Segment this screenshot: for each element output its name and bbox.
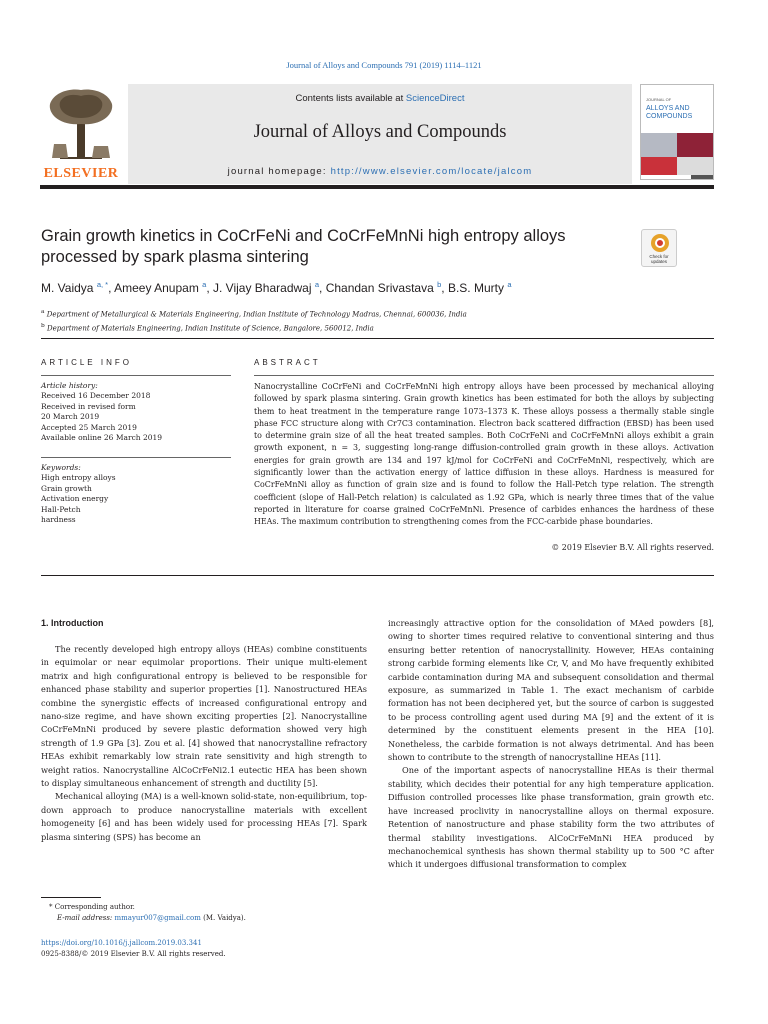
article-title: Grain growth kinetics in CoCrFeNi and CoCrFeMnNi high entropy alloys processed by spark plasma sintering [41, 227, 566, 266]
history-item: Accepted 25 March 2019 [41, 422, 137, 432]
cover-title: ALLOYS AND COMPOUNDS [646, 105, 693, 120]
cover-small-text: JOURNAL OF [646, 97, 672, 102]
keywords-list [41, 463, 231, 525]
footnote-rule [41, 897, 101, 898]
email-line [41, 913, 367, 924]
history-item: Received 16 December 2018 [41, 391, 151, 401]
contents-prefix: Contents lists available at [295, 93, 406, 104]
check-for-updates-button[interactable] [641, 229, 677, 267]
abstract-rule [254, 375, 714, 376]
author-name[interactable]: M. Vaidya [41, 281, 94, 295]
doi-link[interactable]: https://doi.org/10.1016/j.jallcom.2019.03.341 [41, 939, 202, 947]
keywords-rule [41, 457, 231, 458]
email-suffix: (M. Vaidya). [200, 914, 246, 922]
corresponding-author-note: * Corresponding author. [49, 903, 135, 911]
journal-masthead [40, 84, 714, 188]
keyword-item: Grain growth [41, 483, 92, 493]
footnote [41, 902, 367, 924]
keyword-item: hardness [41, 515, 76, 525]
history-item: Available online 26 March 2019 [41, 433, 163, 443]
author-affil-sup[interactable]: a [314, 280, 320, 289]
body-column-left [41, 643, 367, 844]
affiliation-item: $^a$ Department of Metallurgical & Materials Engineering, Indian Institute of Technology Madras, Chennai, 600036, India [41, 309, 467, 319]
history-label: Article history: [41, 381, 98, 390]
journal-homepage-link[interactable]: http://www.elsevier.com/locate/jalcom [330, 166, 533, 177]
journal-cover-thumbnail[interactable] [640, 84, 714, 180]
body-paragraph: One of the important aspects of nanocrystalline HEAs is their thermal stability, which decides their potential for any high temperature application. Diffusion controlled processes like phase transformation, grain growth etc. have increased proclivity in nanocrystalline alloys on thermal exposure. Retention of nanostructure and phase stability form the two attributes of thermal stability investigations. AlCoCrFeMnNi HEA produced by mechanochemical synthesis has shown thermal stability up to 500 °C after which it undergoes diffusional transformation to complex [388, 765, 714, 870]
history-item: Received in revised form [41, 401, 136, 411]
doi-block [41, 938, 226, 960]
journal-homepage [128, 166, 632, 177]
article-info-heading: ARTICLE INFO [41, 358, 132, 367]
author-affil-sup[interactable]: a [202, 280, 207, 289]
masthead-center-panel [128, 84, 632, 184]
email-label: E-mail address: [57, 914, 115, 922]
keywords-label: Keywords: [41, 463, 81, 472]
homepage-prefix: journal homepage: [227, 166, 331, 177]
body-column-right [388, 617, 714, 872]
keyword-item: High entropy alloys [41, 473, 116, 483]
author-name[interactable]: Ameey Anupam [114, 281, 199, 295]
abstract-copyright: © 2019 Elsevier B.V. All rights reserved. [551, 543, 714, 552]
section-heading-introduction: 1. Introduction [41, 618, 104, 628]
article-info-rule [41, 375, 231, 376]
body-paragraph: The recently developed high entropy alloys (HEAs) combine constituents in equimolar or near equimolar proportions. Their unique multi-element matrix and high configurational entropy is believed to be responsible for enhanced phase stability and superior properties [1]. Nanostructured HEAs combine the synergistic effects of increased configurational entropy and nano-size regime, and have shown exciting properties [2]. Nanocrystalline CoCrFeMnNi produced by severe plastic deformation showed very high strength of 1.9 GPa [3]. Zou et al. [4] showed that nanocrystalline refractory HEAs exhibit remarkably low strain rate sensitivity and high strength to weight ratios. Nanocrystalline AlCoCrFeNi2.1 eutectic HEA has been shown to display simultaneous enhancement of strength and ductility [5]. [41, 644, 367, 789]
keyword-item: Hall-Petch [41, 504, 81, 514]
crossmark-label: Check for updates [649, 254, 669, 264]
issn-line: 0925-8388/© 2019 Elsevier B.V. All rights reserved. [41, 950, 226, 958]
author-name[interactable]: Chandan Srivastava [325, 281, 434, 295]
journal-citation-link[interactable]: Journal of Alloys and Compounds 791 (2019) 1114–1121 [286, 60, 482, 70]
affiliation-item: $^b$ Department of Materials Engineering, Indian Institute of Science, Bangalore, 560012, India [41, 323, 374, 333]
author-affil-sup[interactable]: a [507, 280, 512, 289]
body-paragraph: increasingly attractive option for the consolidation of MAed powders [8], owing to shorter times required relative to conventional sintering and thus ensuring better retention of nanocrystallinity. However, HEAs containing strong carbide forming elements like Cr, V, and Mo have frequently exhibited carbide contamination during MA and subsequent consolidation and thermal exposure, as summarized in Table 1. The exact mechanism of carbide formation has not been deciphered yet, but the source of carbon is suggested to be process controlling agent used during MA [9] and the extent of it is determined by the constituent elements present in the HEA [10]. Nonetheless, the carbide formation is not always detrimental. And has been shown to contribute to the strength of nanocrystalline HEAs [11]. [388, 618, 714, 763]
body-paragraph: Mechanical alloying (MA) is a well-known solid-state, non-equilibrium, top-down approach to produce nanocrystalline materials with excellent homogeneity [6] and has been widely used for processing HEAs [7]. Spark plasma sintering (SPS) has become an [41, 791, 367, 842]
elsevier-wordmark: ELSEVIER [43, 166, 119, 181]
cover-art [641, 129, 714, 180]
article-history [41, 381, 231, 443]
masthead-rule [40, 185, 714, 189]
abstract-text: Nanocrystalline CoCrFeNi and CoCrFeMnNi high entropy alloys have been processed by mechanical alloying followed by spark plasma sintering. Grain growth kinetics has been estimated for both the alloys by subjecting them to heat treatment in the temperature range 1073–1373 K. These alloys possess a thermally stable single phase FCC structure along with Cr7C3 contamination. Electron back scattered diffraction (EBSD) has been used to determine grain size of all the heat treated samples. Both CoCrFeNi and CoCrFeMnNi alloys exhibit a grain growth exponent, n = 3, suggesting long-range diffusion-controlled grain growth in these alloys. Activation energies for grain growth are 134 and 197 kJ/mol for CoCrFeNi and CoCrFeMnNi, respectively, which are significantly lower than the activation energy of lattice diffusion in these alloys. Hardness is measured for CoCrFeMnNi alloy as function of grain size and is found to follow the Hall-Petch type relation. The strength coefficient (slope of Hall-Petch relation) is calculated as 1.92 GPa, which is nearly three times that of the value reported in literature for coarse grained CoCrFeMnNi. Presence of carbides enhances the hardness of these HEAs. The maximum contribution to strengthening comes from the FCC-carbide phase boundaries. [254, 382, 714, 527]
crossmark-icon [651, 234, 669, 252]
author-name[interactable]: J. Vijay Bharadwaj [213, 281, 312, 295]
affiliations [41, 306, 721, 335]
author-email-link[interactable]: mmayur007@gmail.com [114, 914, 201, 922]
author-list: M. Vaidya $^{a, *}$, Ameey Anupam $^a$, J. Vijay Bharadwaj $^a$, Chandan Srivastava $^b$, B.S. Murty $^a$ [41, 280, 512, 295]
author-name[interactable]: B.S. Murty [447, 281, 504, 295]
history-item: 20 March 2019 [41, 412, 100, 422]
sciencedirect-link[interactable]: ScienceDirect [405, 93, 465, 104]
header-divider [41, 338, 714, 339]
abstract-heading: ABSTRACT [254, 358, 321, 367]
keyword-item: Activation energy [41, 494, 109, 504]
journal-title: Journal of Alloys and Compounds [253, 122, 507, 142]
abstract-bottom-divider [41, 575, 714, 576]
contents-availability [128, 93, 632, 104]
author-affil-sup[interactable]: b [437, 280, 442, 289]
author-affil-sup[interactable]: a, * [96, 280, 109, 289]
